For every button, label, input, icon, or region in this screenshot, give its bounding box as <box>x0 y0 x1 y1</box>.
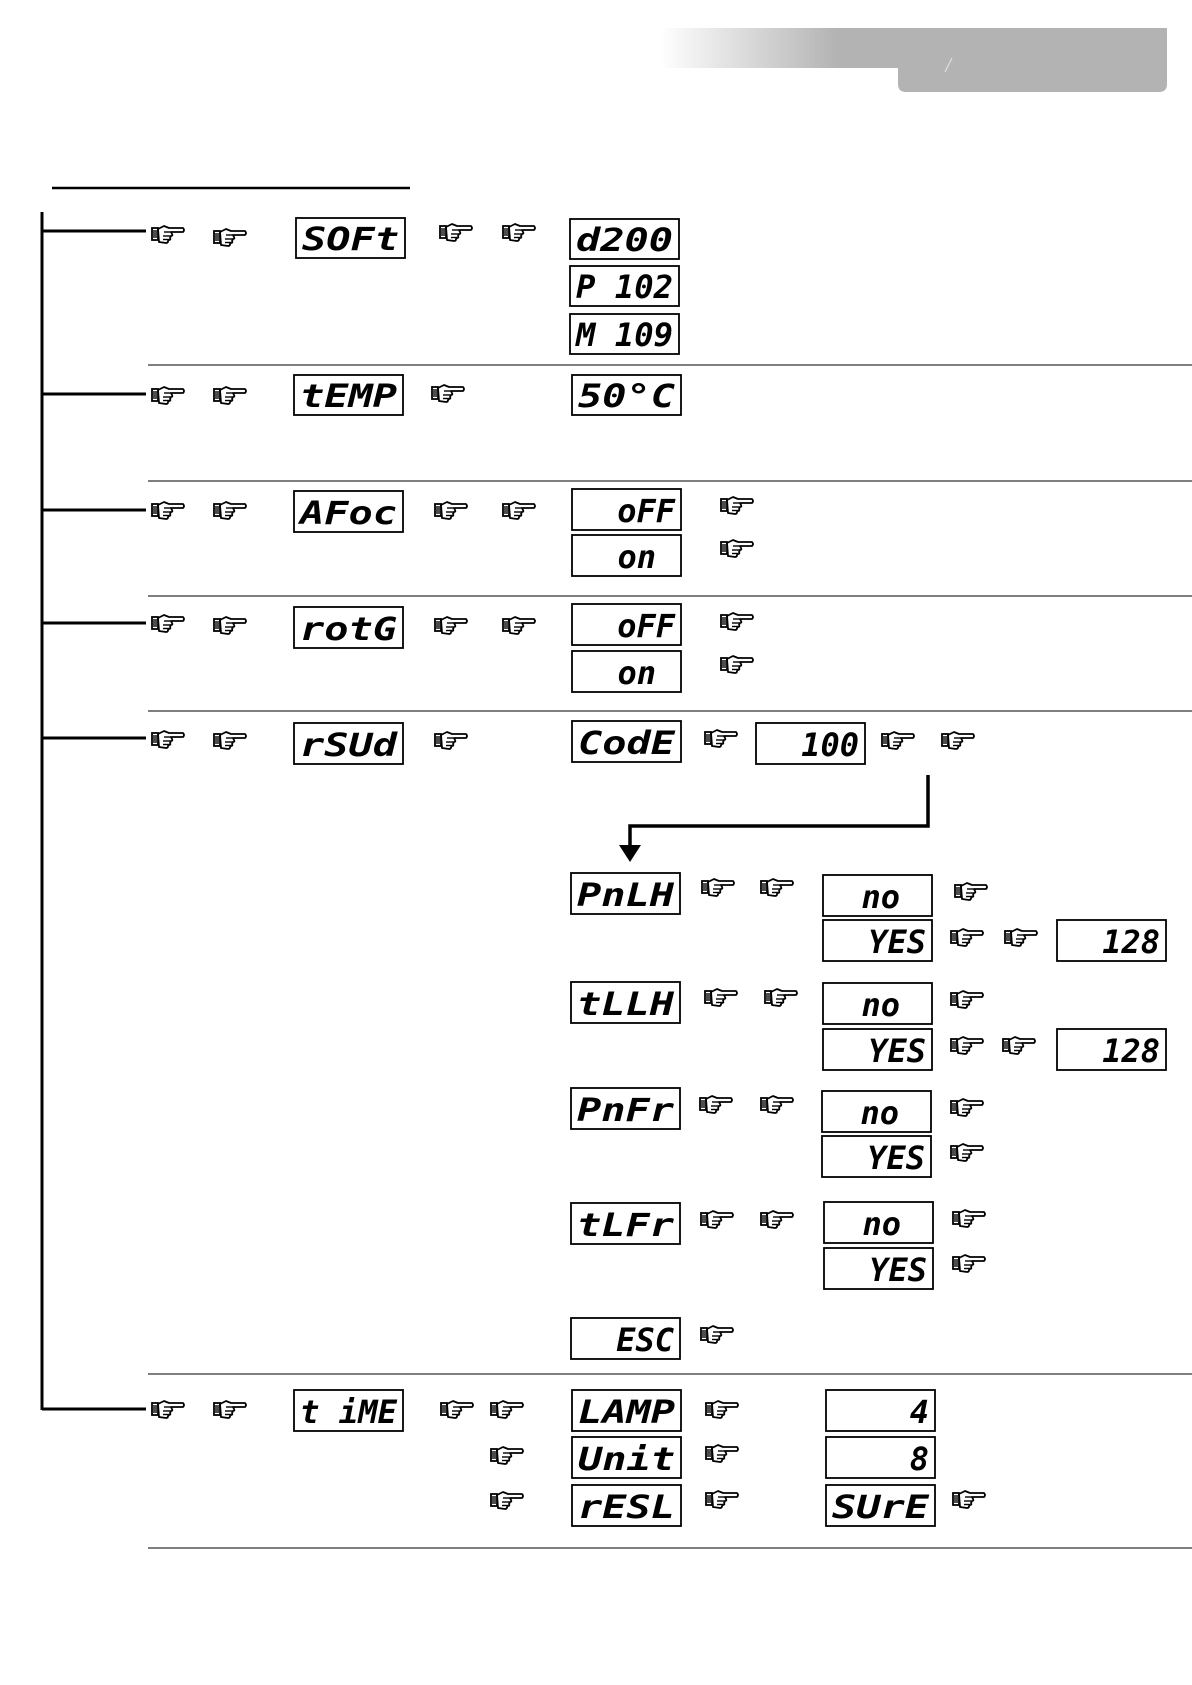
pointing-hand-icon <box>953 1255 985 1272</box>
pointing-hand-icon <box>214 1401 246 1418</box>
pointing-hand-icon <box>435 502 467 519</box>
lcd-value-lamp[interactable] <box>826 1390 935 1431</box>
pointing-hand-icon <box>214 387 246 404</box>
svg-text:tEMP: tEMP <box>300 377 397 415</box>
pointing-hand-icon <box>705 730 737 747</box>
lcd-item-lamp[interactable] <box>572 1390 681 1431</box>
lcd-menu-rsud[interactable] <box>294 723 403 764</box>
pointing-hand-icon <box>152 226 184 243</box>
lcd-menu-soft[interactable] <box>296 218 405 258</box>
pointing-hand-icon <box>882 732 914 749</box>
svg-text:8: 8 <box>909 1440 929 1478</box>
svg-text:P 102: P 102 <box>576 268 673 306</box>
svg-text:oFF: oFF <box>617 607 675 645</box>
pointing-hand-icon <box>214 617 246 634</box>
pointing-hand-icon <box>491 1492 523 1509</box>
lcd-choice-tllh-yes[interactable] <box>823 1029 932 1070</box>
svg-text:rESL: rESL <box>578 1488 675 1526</box>
svg-text:M 109: M 109 <box>574 316 673 354</box>
svg-text:AFoc: AFoc <box>297 494 397 532</box>
pointing-hand-icon <box>765 989 797 1006</box>
lcd-submenu-tlfr[interactable] <box>571 1203 680 1244</box>
lcd-submenu-pnlh[interactable] <box>571 873 680 914</box>
lcd-value-pnlh[interactable] <box>1057 920 1166 961</box>
svg-text:LAMP: LAMP <box>578 1393 675 1431</box>
lcd-option-m109[interactable] <box>570 314 679 354</box>
pointing-hand-icon <box>152 502 184 519</box>
pointing-hand-icon <box>951 929 983 946</box>
lcd-value-unit[interactable] <box>826 1437 935 1478</box>
pointing-hand-icon <box>706 1445 738 1462</box>
pointing-hand-icon <box>942 732 974 749</box>
pointing-hand-icon <box>951 991 983 1008</box>
svg-text:SOFt: SOFt <box>302 220 399 258</box>
pointing-hand-icon <box>951 1144 983 1161</box>
svg-text:tLLH: tLLH <box>577 985 675 1023</box>
svg-text:no: no <box>862 1205 901 1243</box>
pointing-hand-icon <box>951 1037 983 1054</box>
lcd-value-resl[interactable] <box>826 1485 935 1526</box>
header-tab <box>660 28 1167 92</box>
pointing-hand-icon <box>1005 929 1037 946</box>
pointer-icons <box>152 224 1037 1509</box>
svg-text:Unit: Unit <box>578 1440 675 1478</box>
lcd-code-label[interactable] <box>572 721 681 762</box>
pointing-hand-icon <box>503 502 535 519</box>
lcd-menu-time[interactable] <box>294 1390 403 1431</box>
svg-text:on: on <box>617 654 656 692</box>
pointing-hand-icon <box>700 1096 732 1113</box>
lcd-submenu-esc[interactable] <box>571 1318 680 1359</box>
pointing-hand-icon <box>152 615 184 632</box>
svg-text:no: no <box>861 878 900 916</box>
pointing-hand-icon <box>701 1211 733 1228</box>
svg-text:no: no <box>861 986 900 1024</box>
pointing-hand-icon <box>491 1447 523 1464</box>
pointing-hand-icon <box>953 1491 985 1508</box>
pointing-hand-icon <box>953 1210 985 1227</box>
pointing-hand-icon <box>435 617 467 634</box>
lcd-code-value[interactable] <box>756 723 865 764</box>
lcd-option-afoc-off[interactable] <box>572 489 681 530</box>
svg-text:100: 100 <box>801 726 859 764</box>
lcd-choice-pnlh-yes[interactable] <box>823 920 932 961</box>
pointing-hand-icon <box>761 879 793 896</box>
pointing-hand-icon <box>503 224 535 241</box>
pointing-hand-icon <box>214 502 246 519</box>
lcd-choice-tllh-no[interactable] <box>823 983 932 1024</box>
pointing-hand-icon <box>441 1401 473 1418</box>
svg-text:4: 4 <box>909 1393 929 1431</box>
lcd-choice-pnlh-no[interactable] <box>823 875 932 916</box>
svg-text:YES: YES <box>867 1139 925 1177</box>
lcd-submenu-tllh[interactable] <box>571 982 680 1023</box>
pointing-hand-icon <box>951 1099 983 1116</box>
pointing-hand-icon <box>440 224 472 241</box>
pointing-hand-icon <box>701 1326 733 1343</box>
lcd-value-tllh[interactable] <box>1057 1029 1166 1070</box>
pointing-hand-icon <box>761 1211 793 1228</box>
pointing-hand-icon <box>955 883 987 900</box>
pointing-hand-icon <box>152 731 184 748</box>
pointing-hand-icon <box>706 1401 738 1418</box>
lcd-choice-pnfr-no[interactable] <box>822 1091 931 1132</box>
svg-text:on: on <box>617 538 656 576</box>
pointing-hand-icon <box>721 656 753 673</box>
pointing-hand-icon <box>435 732 467 749</box>
pointing-hand-icon <box>214 732 246 749</box>
svg-text:PnLH: PnLH <box>577 876 675 914</box>
svg-text:YES: YES <box>869 1251 927 1289</box>
svg-text:t iME: t iME <box>300 1393 398 1431</box>
svg-text:oFF: oFF <box>617 492 675 530</box>
pointing-hand-icon <box>761 1096 793 1113</box>
lcd-menu-rotg[interactable] <box>294 607 403 648</box>
tree-branches <box>42 231 146 1409</box>
svg-text:tLFr: tLFr <box>577 1206 675 1244</box>
lcd-option-rotg-off[interactable] <box>572 604 681 645</box>
svg-text:ESC: ESC <box>616 1321 674 1359</box>
pointing-hand-icon <box>152 387 184 404</box>
svg-text:d200: d200 <box>576 221 673 259</box>
pointing-hand-icon <box>1003 1037 1035 1054</box>
svg-text:128: 128 <box>1102 923 1160 961</box>
svg-text:128: 128 <box>1102 1032 1160 1070</box>
pointing-hand-icon <box>214 229 246 246</box>
pointing-hand-icon <box>705 989 737 1006</box>
pointing-hand-icon <box>503 617 535 634</box>
lcd-item-unit[interactable] <box>572 1437 681 1478</box>
svg-text:no: no <box>860 1094 899 1132</box>
svg-text:YES: YES <box>868 1032 926 1070</box>
lcd-choice-pnfr-yes[interactable] <box>822 1136 931 1177</box>
svg-text:SUrE: SUrE <box>832 1488 930 1526</box>
lcd-option-d200[interactable] <box>570 219 679 259</box>
svg-text:rotG: rotG <box>300 610 397 648</box>
svg-text:50°C: 50°C <box>578 377 676 415</box>
pointing-hand-icon <box>152 1401 184 1418</box>
svg-text:CodE: CodE <box>578 724 676 762</box>
submenu-arrow-icon <box>619 775 928 862</box>
svg-text:rSUd: rSUd <box>300 726 398 764</box>
pointing-hand-icon <box>721 540 753 557</box>
svg-text:PnFr: PnFr <box>577 1091 675 1129</box>
lcd-menu-afoc[interactable] <box>294 491 403 532</box>
lcd-menu-temp[interactable] <box>294 375 403 415</box>
lcd-choice-tlfr-no[interactable] <box>824 1202 933 1243</box>
lcd-choice-tlfr-yes[interactable] <box>824 1248 933 1289</box>
lcd-option-rotg-on[interactable] <box>572 651 681 692</box>
pointing-hand-icon <box>721 497 753 514</box>
pointing-hand-icon <box>432 385 464 402</box>
pointing-hand-icon <box>702 879 734 896</box>
lcd-submenu-pnfr[interactable] <box>571 1088 680 1129</box>
lcd-option-p102[interactable] <box>570 266 679 306</box>
svg-text:YES: YES <box>868 923 926 961</box>
lcd-value-temperature[interactable] <box>572 375 681 415</box>
lcd-item-resl[interactable] <box>572 1485 681 1526</box>
lcd-option-afoc-on[interactable] <box>572 535 681 576</box>
pointing-hand-icon <box>721 613 753 630</box>
pointing-hand-icon <box>491 1401 523 1418</box>
pointing-hand-icon <box>706 1491 738 1508</box>
